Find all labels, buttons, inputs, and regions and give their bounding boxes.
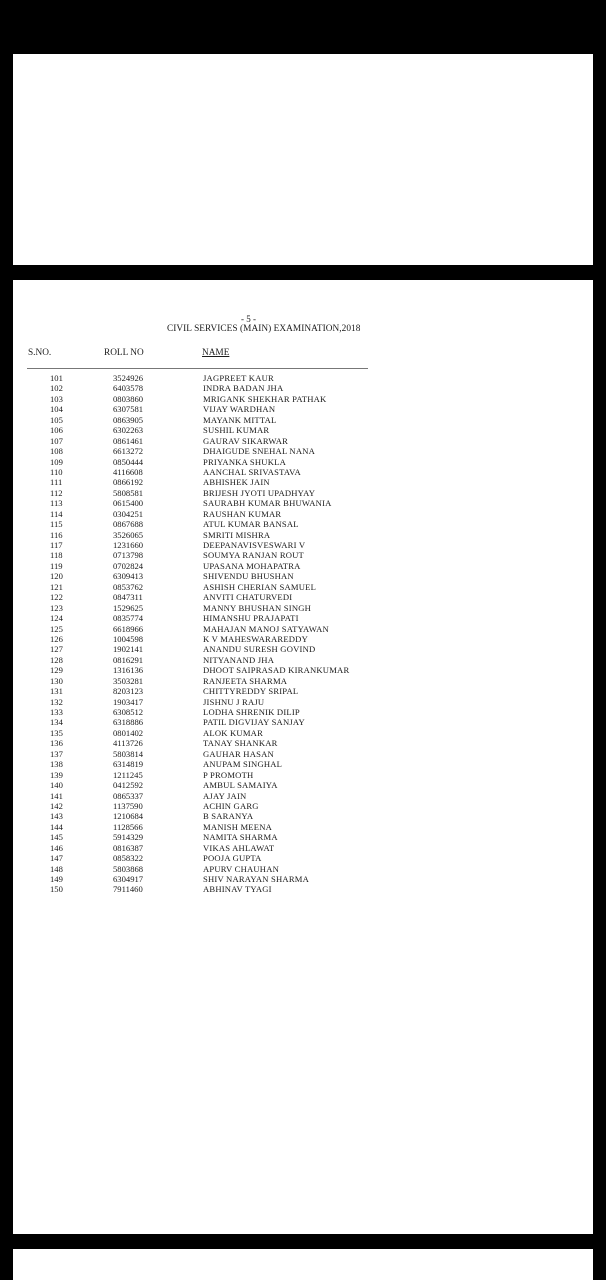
row-name: P PROMOTH	[203, 769, 254, 780]
row-sno: 127	[50, 644, 63, 655]
row-roll-no: 6314819	[113, 759, 144, 770]
row-roll-no: 0615400	[113, 498, 144, 509]
row-roll-no: 1529625	[113, 602, 144, 613]
row-name: DEEPANAVISVESWARI V	[203, 540, 306, 550]
row-sno: 137	[50, 748, 63, 759]
row-sno: 132	[50, 696, 63, 707]
row-roll-no: 6613272	[113, 446, 144, 457]
row-sno: 120	[50, 571, 63, 582]
row-sno: 145	[50, 832, 63, 843]
row-sno: 112	[50, 487, 63, 498]
row-name: PRIYANKA SHUKLA	[203, 456, 286, 467]
row-sno: 147	[50, 853, 63, 864]
row-roll-no: 0863905	[113, 414, 144, 425]
next-page	[13, 1249, 593, 1280]
row-sno: 149	[50, 874, 63, 884]
row-name: MAHAJAN MANOJ SATYAWAN	[203, 623, 329, 634]
row-name: ANANDU SURESH GOVIND	[203, 644, 316, 655]
row-sno: 110	[50, 466, 63, 477]
row-name: POOJA GUPTA	[203, 853, 262, 864]
row-name: NAMITA SHARMA	[203, 832, 278, 843]
row-roll-no: 1211245	[113, 769, 143, 780]
column-header-roll-no: ROLL NO	[104, 348, 144, 358]
row-sno: 129	[50, 665, 63, 676]
row-name: MANNY BHUSHAN SINGH	[203, 602, 312, 613]
column-header-name: NAME	[202, 348, 230, 358]
row-roll-no: 7911460	[113, 884, 143, 895]
row-sno: 131	[50, 686, 63, 697]
row-roll-no: 1231660	[113, 540, 144, 550]
row-roll-no: 0861461	[113, 435, 144, 446]
row-sno: 102	[50, 383, 63, 394]
row-roll-no: 6403578	[113, 383, 144, 394]
row-roll-no: 1128566	[113, 821, 143, 832]
row-sno: 142	[50, 800, 63, 811]
row-roll-no: 6309413	[113, 571, 144, 582]
row-roll-no: 0835774	[113, 613, 144, 624]
row-name: DHOOT SAIPRASAD KIRANKUMAR	[203, 665, 350, 676]
row-name: SAURABH KUMAR BHUWANIA	[203, 498, 332, 509]
row-sno: 144	[50, 821, 63, 832]
page-number: - 5 -	[241, 314, 256, 324]
row-name: CHITTYREDDY SRIPAL	[203, 686, 299, 697]
row-sno: 136	[50, 738, 63, 749]
row-roll-no: 6318886	[113, 717, 144, 728]
row-name: RANJEETA SHARMA	[203, 675, 288, 686]
row-name: ABHISHEK JAIN	[203, 477, 270, 488]
row-roll-no: 4116608	[113, 466, 143, 477]
row-name: JAGPREET KAUR	[203, 373, 274, 383]
row-name: AJAY JAIN	[203, 790, 247, 801]
row-sno: 104	[50, 404, 63, 415]
row-name: B SARANYA	[203, 811, 254, 822]
row-roll-no: 1004598	[113, 633, 144, 644]
row-sno: 117	[50, 540, 63, 550]
row-roll-no: 3503281	[113, 675, 144, 686]
row-sno: 122	[50, 592, 63, 603]
row-name: ANVITI CHATURVEDI	[203, 592, 293, 603]
row-name: UPASANA MOHAPATRA	[203, 560, 301, 571]
row-name: SHIVENDU BHUSHAN	[203, 571, 294, 582]
row-roll-no: 0803860	[113, 393, 144, 404]
row-name: GAUHAR HASAN	[203, 748, 274, 759]
row-roll-no: 0816291	[113, 654, 144, 665]
row-name: PATIL DIGVIJAY SANJAY	[203, 717, 305, 728]
row-roll-no: 0847311	[113, 592, 143, 603]
row-name: SUSHIL KUMAR	[203, 425, 270, 436]
row-name: DHAIGUDE SNEHAL NANA	[203, 446, 316, 457]
row-roll-no: 1316136	[113, 665, 144, 676]
row-sno: 150	[50, 884, 63, 895]
row-sno: 107	[50, 435, 63, 446]
row-roll-no: 0412592	[113, 780, 144, 791]
row-roll-no: 6304917	[113, 874, 144, 884]
row-sno: 118	[50, 550, 63, 561]
row-name: AANCHAL SRIVASTAVA	[203, 466, 301, 477]
row-name: LODHA SHRENIK DILIP	[203, 707, 300, 717]
row-sno: 141	[50, 790, 63, 801]
row-roll-no: 3526065	[113, 529, 144, 540]
row-name: AMBUL SAMAIYA	[203, 780, 278, 791]
row-sno: 124	[50, 613, 63, 624]
row-sno: 126	[50, 633, 63, 644]
row-name: RAUSHAN KUMAR	[203, 508, 282, 519]
row-name: K V MAHESWARAREDDY	[203, 633, 308, 644]
row-roll-no: 6308512	[113, 707, 144, 717]
row-roll-no: 0816387	[113, 842, 144, 853]
row-sno: 123	[50, 602, 63, 613]
row-roll-no: 0702824	[113, 560, 144, 571]
row-sno: 108	[50, 446, 63, 457]
row-roll-no: 1902141	[113, 644, 144, 655]
row-roll-no: 5803814	[113, 748, 144, 759]
row-sno: 140	[50, 780, 63, 791]
row-sno: 143	[50, 811, 63, 822]
row-roll-no: 5914329	[113, 832, 144, 843]
row-roll-no: 1903417	[113, 696, 144, 707]
row-roll-no: 8203123	[113, 686, 144, 697]
row-sno: 148	[50, 863, 63, 874]
row-sno: 134	[50, 717, 63, 728]
row-roll-no: 0867688	[113, 519, 144, 530]
row-roll-no: 3524926	[113, 373, 144, 383]
row-name: SHIV NARAYAN SHARMA	[203, 874, 309, 884]
row-sno: 121	[50, 581, 63, 592]
row-roll-no: 4113726	[113, 738, 143, 749]
row-sno: 111	[50, 477, 63, 488]
row-roll-no: 6618966	[113, 623, 144, 634]
row-sno: 115	[50, 519, 63, 530]
row-roll-no: 0304251	[113, 508, 144, 519]
row-name: BRIJESH JYOTI UPADHYAY	[203, 487, 316, 498]
row-name: VIJAY WARDHAN	[203, 404, 276, 415]
row-name: VIKAS AHLAWAT	[203, 842, 275, 853]
row-roll-no: 0866192	[113, 477, 144, 488]
row-name: MAYANK MITTAL	[203, 414, 277, 425]
row-sno: 119	[50, 560, 63, 571]
row-name: GAURAV SIKARWAR	[203, 435, 289, 446]
row-roll-no: 0858322	[113, 853, 144, 864]
row-name: JISHNU J RAJU	[203, 696, 265, 707]
row-roll-no: 0713798	[113, 550, 144, 561]
row-sno: 101	[50, 373, 63, 383]
row-name: ATUL KUMAR BANSAL	[203, 519, 299, 530]
row-sno: 135	[50, 727, 63, 738]
row-name: ALOK KUMAR	[203, 727, 264, 738]
row-name: APURV CHAUHAN	[203, 863, 280, 874]
row-sno: 128	[50, 654, 63, 665]
row-sno: 133	[50, 707, 63, 717]
row-name: ASHISH CHERIAN SAMUEL	[203, 581, 317, 592]
row-name: INDRA BADAN JHA	[203, 383, 284, 394]
row-name: ANUPAM SINGHAL	[203, 759, 283, 770]
row-sno: 139	[50, 769, 63, 780]
row-name: ABHINAV TYAGI	[203, 884, 272, 895]
row-sno: 116	[50, 529, 63, 540]
row-sno: 146	[50, 842, 63, 853]
row-sno: 106	[50, 425, 63, 436]
row-name: ACHIN GARG	[203, 800, 259, 811]
row-roll-no: 0853762	[113, 581, 144, 592]
row-name: SOUMYA RANJAN ROUT	[203, 550, 305, 561]
row-sno: 103	[50, 393, 63, 404]
column-header-sno: S.NO.	[28, 348, 52, 358]
row-sno: 109	[50, 456, 63, 467]
row-roll-no: 5803868	[113, 863, 144, 874]
previous-page	[13, 54, 593, 265]
row-roll-no: 0850444	[113, 456, 144, 467]
row-roll-no: 0865337	[113, 790, 144, 801]
header-divider	[27, 368, 368, 369]
row-roll-no: 1210684	[113, 811, 144, 822]
row-roll-no: 6302263	[113, 425, 144, 436]
row-roll-no: 5808581	[113, 487, 144, 498]
row-sno: 125	[50, 623, 63, 634]
current-page	[13, 280, 593, 1234]
row-sno: 130	[50, 675, 63, 686]
row-name: HIMANSHU PRAJAPATI	[203, 613, 299, 624]
row-sno: 113	[50, 498, 63, 509]
row-name: SMRITI MISHRA	[203, 529, 271, 540]
row-name: NITYANAND JHA	[203, 654, 275, 665]
row-name: TANAY SHANKAR	[203, 738, 278, 749]
row-roll-no: 1137590	[113, 800, 143, 811]
document-title: CIVIL SERVICES (MAIN) EXAMINATION,2018	[167, 324, 361, 334]
row-sno: 114	[50, 508, 63, 519]
row-name: MANISH MEENA	[203, 821, 273, 832]
row-name: MRIGANK SHEKHAR PATHAK	[203, 393, 327, 404]
row-sno: 105	[50, 414, 63, 425]
row-sno: 138	[50, 759, 63, 770]
row-roll-no: 0801402	[113, 727, 144, 738]
row-roll-no: 6307581	[113, 404, 144, 415]
